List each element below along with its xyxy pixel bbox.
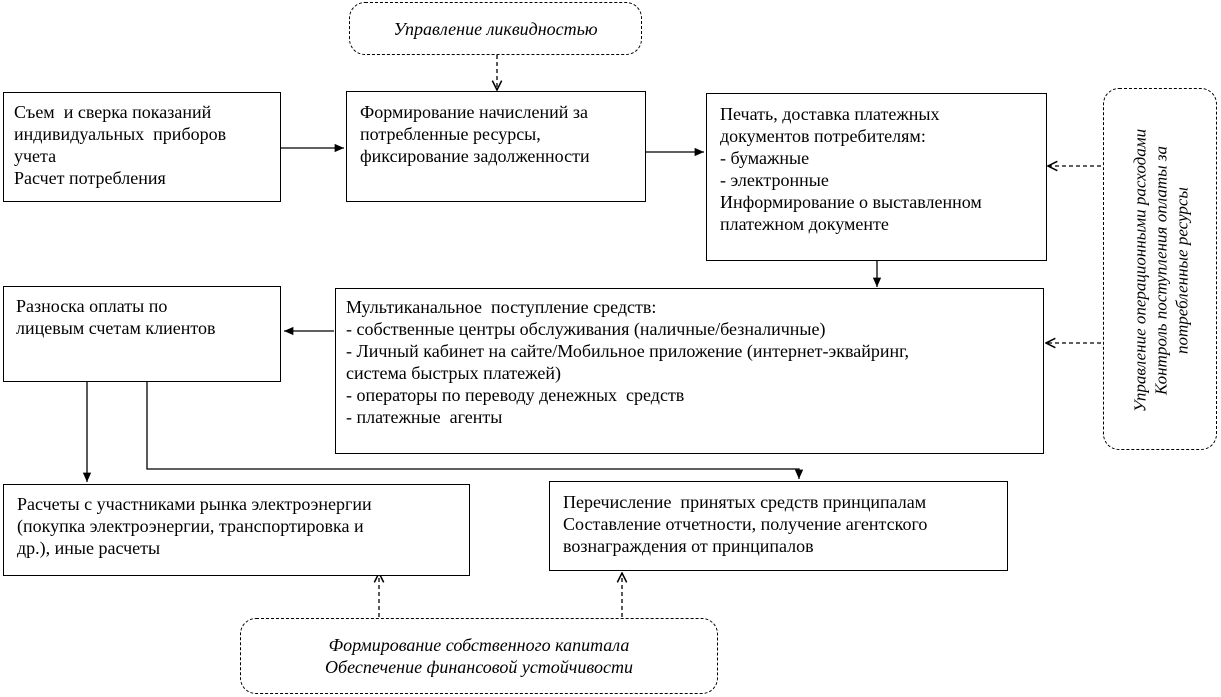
side-line-3: потребленные ресурсы [1172,187,1192,354]
multi-line-1: Мультиканальное поступление средств: [346,297,657,317]
meter-line-4: Расчет потребления [14,168,166,188]
print-line-1: Печать, доставка платежных [720,104,940,124]
settle-line-3: др.), иные расчеты [17,538,161,558]
multi-line-6: - платежные агенты [346,407,503,427]
accrual-line-2: потребленные ресурсы, [360,124,541,144]
liquidity-label: Управление ликвидностью [393,19,598,39]
multi-line-4: система быстрых платежей) [346,363,561,383]
capital-line-1: Формирование собственного капитала [328,635,630,655]
print-line-2: документов потребителям: [720,126,926,146]
multichannel-receipt-box [335,288,1044,454]
payment-docs-box [706,93,1047,261]
principal-transfer-box [549,481,1008,571]
accrual-line-1: Формирование начислений за [360,102,589,122]
posting-line-1: Разноска оплаты по [16,296,168,316]
accrual-line-3: фиксирование задолженности [360,146,590,166]
meter-line-1: Съем и сверка показаний [14,102,212,122]
accrual-box [346,91,646,202]
equity-formation-box [240,618,718,694]
print-line-5: Информирование о выставленном [720,192,982,212]
capital-line-2: Обеспечение финансовой устойчивости [325,657,633,677]
side-line-2: Контроль поступления оплаты за [1151,145,1171,396]
payment-posting-box [3,286,281,382]
posting-line-2: лицевым счетам клиентов [16,318,216,338]
expense-control-box [1103,88,1217,450]
transfer-line-1: Перечисление принятых средств принципалам [563,492,927,512]
multi-line-2: - собственные центры обслуживания (наличные/безналичные) [346,319,826,339]
transfer-line-2: Составление отчетности, получение агентского [563,514,928,534]
expense-control-text [1130,90,1193,452]
meter-line-3: учета [14,146,57,166]
multi-line-5: - операторы по переводу денежных средств [346,385,685,405]
market-settlements-box [3,484,470,576]
print-line-3: - бумажные [720,148,810,168]
side-line-1: Управление операционными расходами [1130,128,1150,413]
liquidity-management-box [349,2,642,55]
print-line-6: платежном документе [720,214,889,234]
transfer-line-3: вознаграждения от принципалов [563,536,814,556]
meter-line-2: индивидуальных приборов [14,124,227,144]
settle-line-1: Расчеты с участниками рынка электроэнергии [17,494,372,514]
multi-line-3: - Личный кабинет на сайте/Мобильное приложение (интернет-эквайринг, [346,341,909,361]
settle-line-2: (покупка электроэнергии, транспортировка и [17,516,364,536]
print-line-4: - электронные [720,170,829,190]
meter-reading-box [3,92,281,202]
